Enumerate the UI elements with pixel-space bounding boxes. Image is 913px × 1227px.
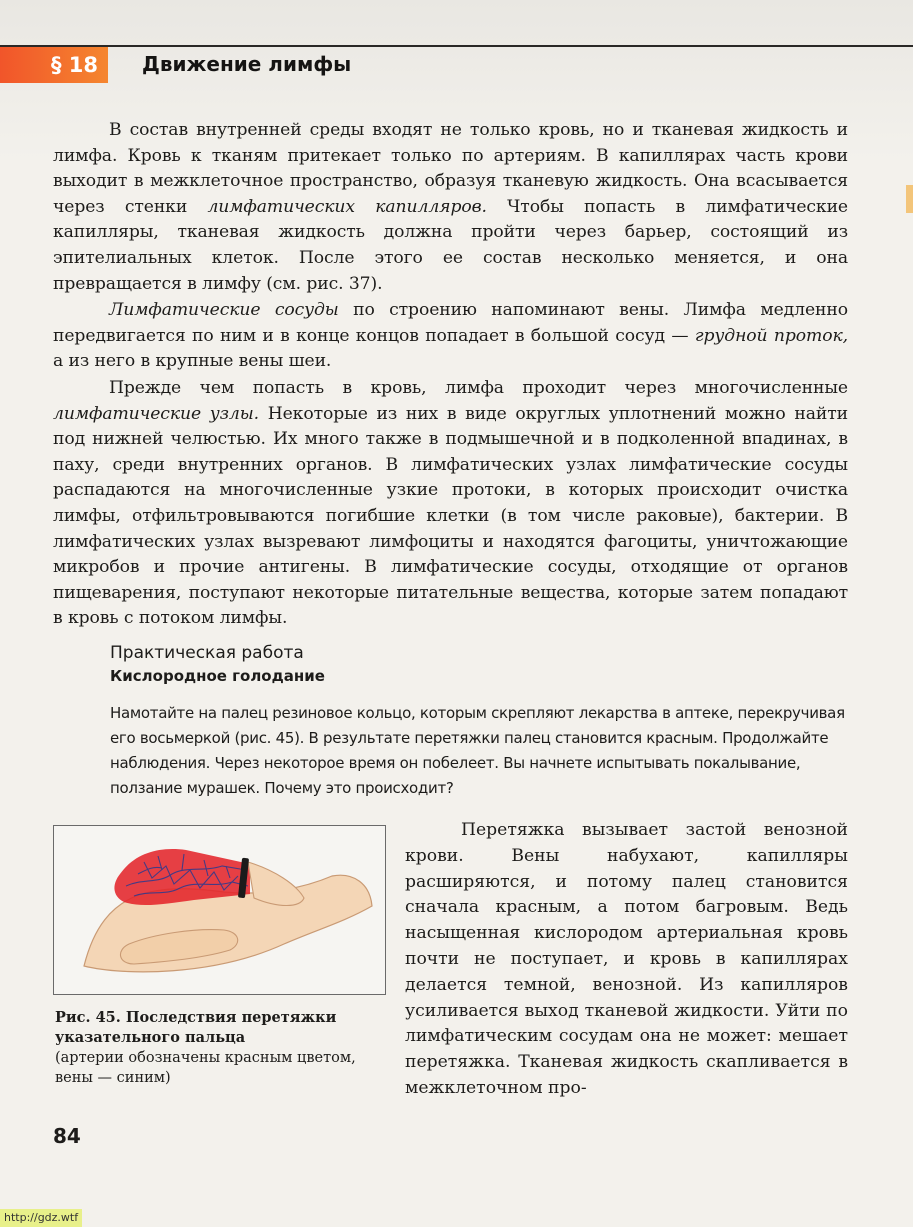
finger-tip	[248, 862, 304, 906]
term-lymph-capillaries: лимфатических капилляров.	[207, 196, 487, 217]
paragraph-1-text-b: Чтобы попасть в лимфатические капилляры, тканевая жидкость должна пройти через барьер, состоящий из эпителиальных клеток. После этого ее состав несколько меняется, и она превращается в лимфу (см. рис. 37).	[53, 196, 849, 294]
figure-45-frame	[53, 825, 386, 995]
term-lymph-vessels: Лимфатические сосуды	[109, 300, 339, 321]
figure-45-caption	[55, 1008, 375, 1088]
finger-illustration	[54, 826, 385, 994]
side-tab-marker	[906, 185, 913, 213]
header-rule	[0, 45, 913, 47]
paragraph-3-text-b: Некоторые из них в виде округлых уплотнений можно найти под нижней челюстью. Их много также в подмышечной и в подколенной впадинах, в паху, среди внутренних органов. В лимфатических узлах лимфатические сосуды распадаются на многочисленные узкие протоки, в которых происходит очистка лимфы, отфильтровываются погибшие клетки (в том числе раковые), бактерии. В лимфатических узлах вызревают лимфоциты и находятся фагоциты, уничтожающие микробов и прочие антигены. В лимфатические сосуды, отходящие от органов пищеварения, поступают некоторые питательные вещества, которые затем попадают в кровь с потоком лимфы.	[53, 403, 848, 629]
practical-work-subtitle: Кислородное голодание	[110, 667, 325, 685]
paragraph-2	[53, 298, 848, 375]
main-text	[53, 118, 848, 633]
paragraph-3-text-a: Прежде чем попасть в кровь, лимфа проходит через многочисленные	[109, 377, 848, 398]
page-number: 84	[53, 1124, 81, 1148]
practical-work-task: Намотайте на палец резиновое кольцо, которым скрепляют лекарства в аптеке, перекручивая его восьмеркой (рис. 45). В результате перетяжки палец становится красным. Продолжайте наблюдения. Через некоторое время он побелеет. Вы начнете испытывать покалывание, ползание мурашек. Почему это происходит?	[110, 704, 845, 797]
watermark-label: http://gdz.wtf	[0, 1209, 82, 1227]
section-title: Движение лимфы	[142, 52, 352, 76]
paragraph-2-text-a: по строению напоминают вены. Лимфа медленно передвигается по ним и в конце концов попадает в большой сосуд —	[53, 300, 848, 346]
figure-caption-note: (артерии обозначены красным цветом, вены — синим)	[55, 1050, 356, 1086]
paragraph-3	[53, 376, 848, 632]
practical-work-block	[110, 643, 850, 801]
right-column-paragraph: Перетяжка вызывает застой венозной крови. Вены набухают, капилляры расширяются, и потому палец становится сначала красным, а потом багровым. Ведь насыщенная кислородом артериальная кровь почти не поступает, и кровь в капиллярах делается темной, венозной. Из капилляров усиливается выход тканевой жидкости. Уйти по лимфатическим сосудам она не может: мешает перетяжка. Тканевая жидкость скапливается в межклеточном про-	[405, 820, 848, 1098]
paragraph-2-text-b: а из него в крупные вены шеи.	[53, 351, 332, 372]
practical-work-title: Практическая работа	[110, 643, 304, 663]
figure-caption-title: Рис. 45. Последствия перетяжки указательного пальца	[55, 1009, 337, 1046]
section-number-badge: § 18	[0, 47, 108, 83]
term-thoracic-duct: грудной проток,	[694, 325, 849, 346]
paragraph-1	[53, 118, 848, 297]
paragraph-1-text-a: В состав внутренней среды входят не только кровь, но и тканевая жидкость и лимфа. Кровь к тканям притекает только по артериям. В капиллярах часть крови выходит в межклеточное пространство, образуя тканевую жидкость. Она всасывается через стенки	[53, 120, 848, 217]
right-column-text	[405, 818, 848, 1102]
term-lymph-nodes: лимфатические узлы.	[53, 403, 259, 424]
